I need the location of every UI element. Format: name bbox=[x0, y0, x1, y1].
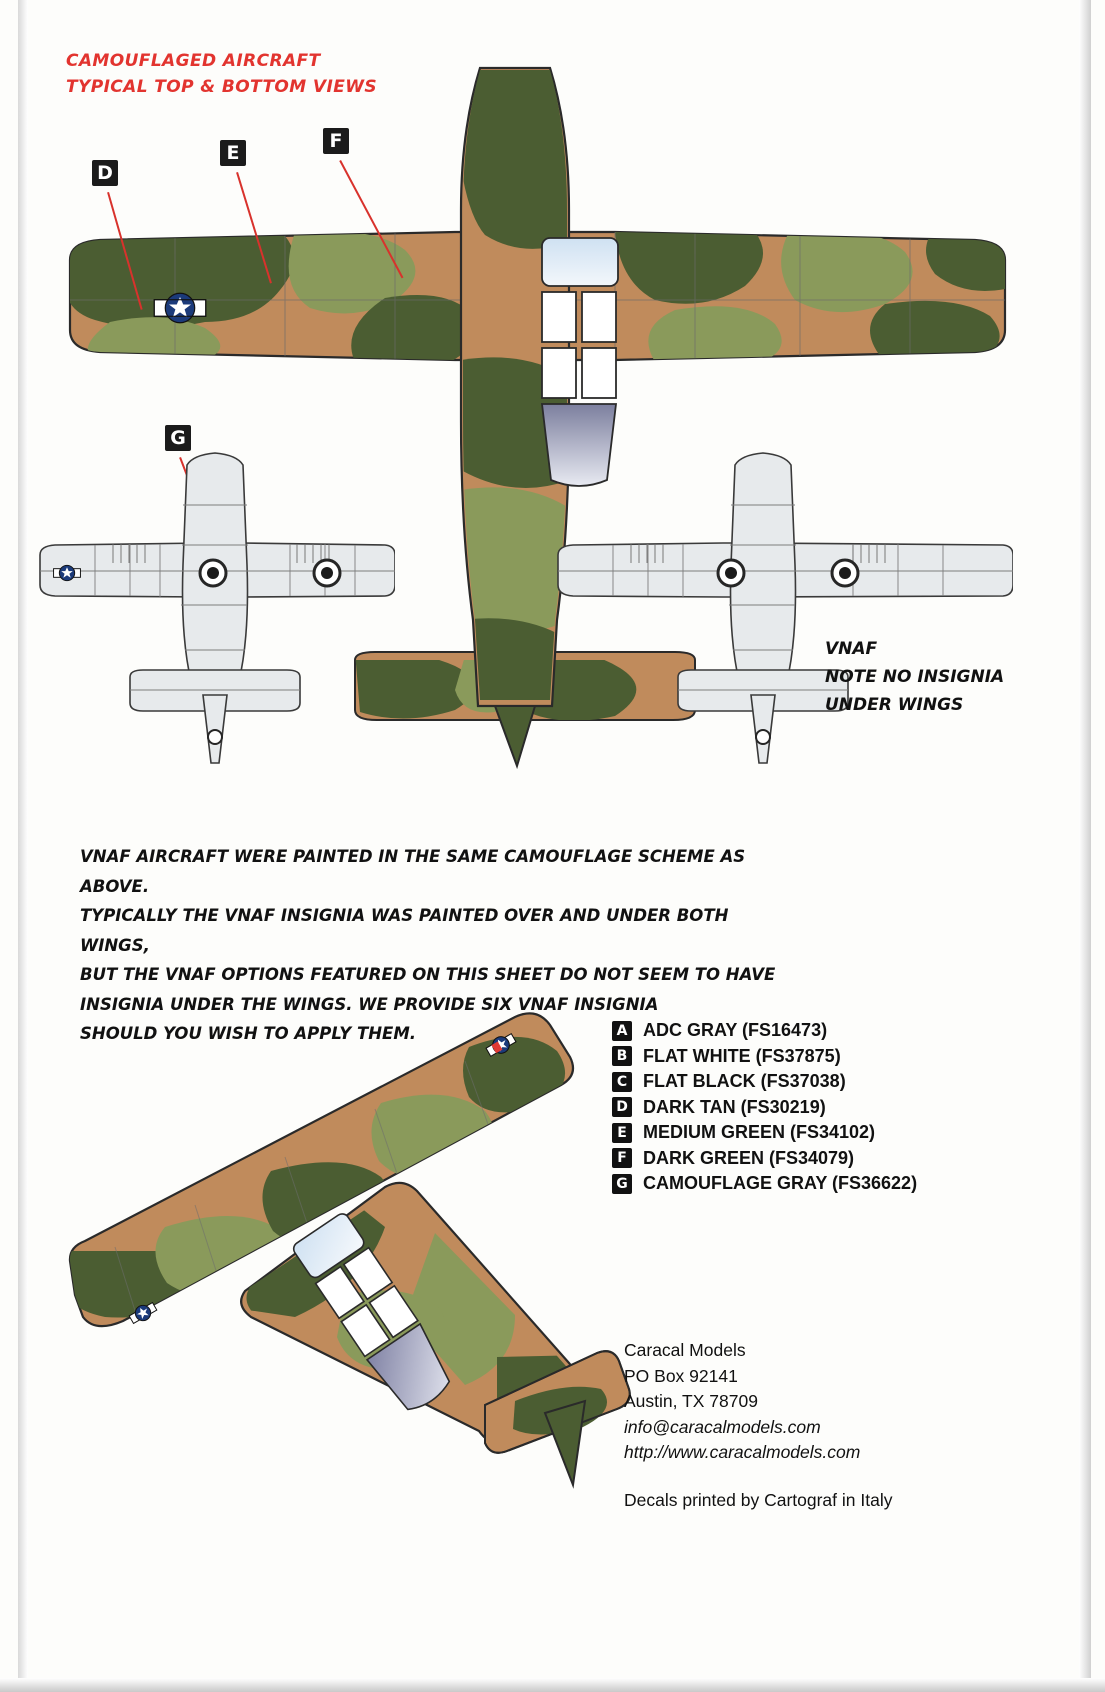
scan-shadow-left bbox=[18, 0, 28, 1692]
callout-box-d: D bbox=[92, 160, 118, 186]
legend-key-e: E bbox=[612, 1123, 632, 1143]
legend-label-a: ADC GRAY (FS16473) bbox=[643, 1020, 828, 1041]
angled-camouflage-aircraft bbox=[45, 965, 645, 1525]
legend-key-c: C bbox=[612, 1072, 632, 1092]
legend-row-g bbox=[612, 1171, 917, 1197]
legend-key-a: A bbox=[612, 1021, 632, 1041]
legend-key-b: B bbox=[612, 1046, 632, 1066]
legend-label-e: MEDIUM GREEN (FS34102) bbox=[643, 1122, 876, 1143]
legend-label-f: DARK GREEN (FS34079) bbox=[643, 1147, 855, 1168]
paragraph-line2: TYPICALLY THE VNAF INSIGNIA WAS PAINTED OVER AND UNDER BOTH WINGS, bbox=[80, 906, 729, 955]
legend-key-g: G bbox=[612, 1174, 632, 1194]
paragraph-line5: SHOULD YOU WISH TO APPLY THEM. bbox=[80, 1024, 417, 1043]
legend-label-c: FLAT BLACK (FS37038) bbox=[643, 1071, 846, 1092]
color-legend bbox=[612, 1018, 917, 1197]
company-city: Austin, TX 78709 bbox=[624, 1391, 758, 1411]
vnaf-note-line2: NOTE NO INSIGNIA bbox=[825, 667, 1005, 687]
legend-key-f: F bbox=[612, 1148, 632, 1168]
legend-row-e bbox=[612, 1120, 917, 1146]
legend-label-g: CAMOUFLAGE GRAY (FS36622) bbox=[643, 1173, 918, 1194]
printed-by-note: Decals printed by Cartograf in Italy bbox=[624, 1490, 893, 1510]
company-email[interactable]: info@caracalmodels.com bbox=[624, 1416, 821, 1437]
scan-shadow-right bbox=[1079, 0, 1091, 1692]
legend-label-b: FLAT WHITE (FS37875) bbox=[643, 1045, 841, 1066]
paragraph-line3: BUT THE VNAF OPTIONS FEATURED ON THIS SHEET DO NOT SEEM TO HAVE bbox=[80, 965, 776, 984]
bottom-view-aircraft-left bbox=[35, 445, 395, 805]
company-address bbox=[624, 1338, 860, 1466]
company-pobox: PO Box 92141 bbox=[624, 1365, 738, 1386]
legend-row-d bbox=[612, 1095, 917, 1121]
callout-box-f: F bbox=[323, 128, 349, 154]
legend-row-f bbox=[612, 1146, 917, 1172]
paragraph-line1: VNAF AIRCRAFT WERE PAINTED IN THE SAME CAMOUFLAGE SCHEME AS ABOVE. bbox=[80, 847, 746, 896]
page-title-line2: TYPICAL TOP & BOTTOM VIEWS bbox=[66, 77, 378, 97]
callout-box-g: G bbox=[165, 425, 191, 451]
legend-row-c bbox=[612, 1069, 917, 1095]
vnaf-note-line3: UNDER WINGS bbox=[825, 695, 964, 715]
paragraph-line4: INSIGNIA UNDER THE WINGS. WE PROVIDE SIX VNAF INSIGNIA bbox=[80, 994, 659, 1014]
vnaf-note-line1: VNAF bbox=[825, 639, 878, 659]
vnaf-under-wings-note bbox=[825, 635, 1004, 719]
legend-key-d: D bbox=[612, 1097, 632, 1117]
page-title-line1: CAMOUFLAGED AIRCRAFT bbox=[66, 51, 321, 71]
company-name: Caracal Models bbox=[624, 1340, 746, 1360]
bottom-view-aircraft-right bbox=[553, 445, 1013, 805]
callout-box-e: E bbox=[220, 140, 246, 166]
legend-label-d: DARK TAN (FS30219) bbox=[643, 1096, 826, 1117]
legend-row-a bbox=[612, 1018, 917, 1044]
legend-row-b bbox=[612, 1044, 917, 1070]
scan-shadow-bottom bbox=[0, 1678, 1105, 1692]
company-website[interactable]: http://www.caracalmodels.com bbox=[624, 1442, 861, 1462]
